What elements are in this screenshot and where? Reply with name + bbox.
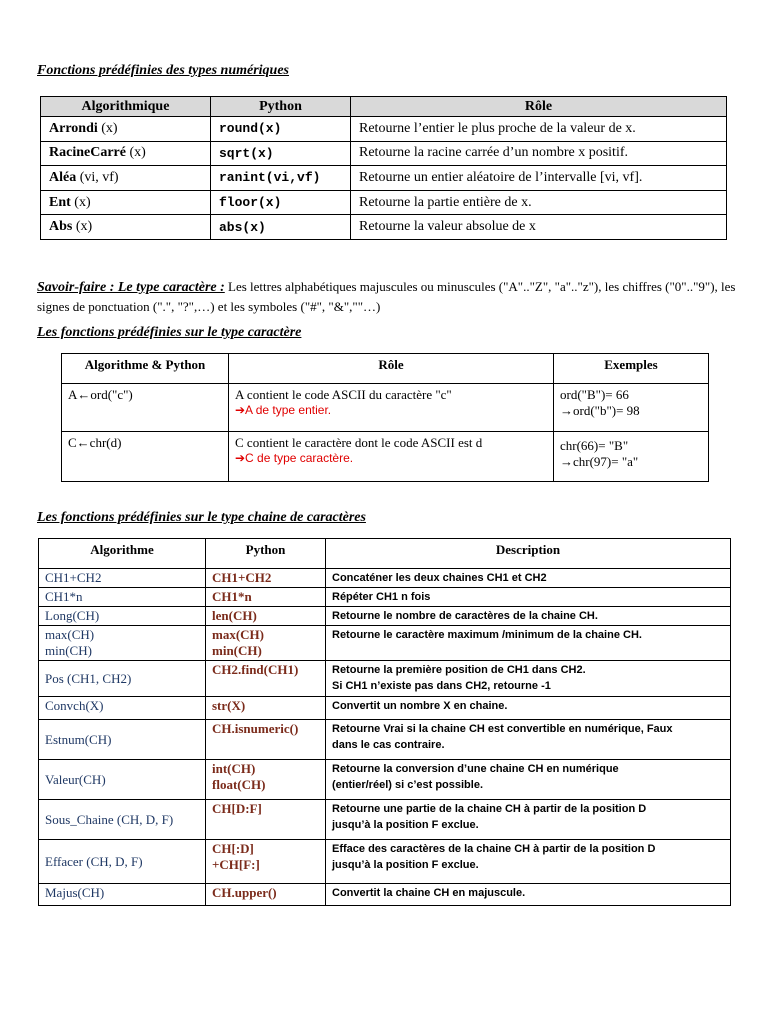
table-row [39, 800, 731, 840]
description-line: Retourne le nombre de caractères de la chaine CH. [332, 610, 598, 622]
table-row [41, 190, 727, 215]
alg-line: CH1*n [45, 589, 83, 604]
python-cell [206, 588, 326, 607]
table-row [62, 384, 709, 432]
savoir-faire-text: Les lettres alphabétiques majuscules ou minuscules ("A".."Z", "a".."z"), les chiffres ("0".."9"), les signes de ponctuation (".", "?",…) et les symboles ("#", "&",""…) [37, 279, 736, 314]
alg-args: (x) [70, 194, 91, 210]
role-cell [229, 432, 554, 482]
table-row [39, 588, 731, 607]
python-line: int(CH) [212, 761, 256, 776]
python-line: min(CH) [212, 643, 262, 658]
description-line: jusqu’à la position F exclue. [332, 859, 479, 871]
alg-args: (x) [72, 219, 93, 235]
alg-line: Valeur(CH) [45, 771, 106, 787]
section1-title: Fonctions prédéfinies des types numériques [37, 63, 290, 78]
description-cell [326, 840, 731, 884]
examples-cell [554, 384, 709, 432]
table-header-row [41, 97, 727, 117]
alg-cell [41, 215, 211, 240]
description-line: Retourne la première position de CH1 dans CH2. [332, 664, 586, 676]
python-cell [206, 720, 326, 760]
alg-name: RacineCarré [49, 145, 126, 161]
python-line: max(CH) [212, 627, 264, 642]
description-cell [326, 626, 731, 661]
column-header: Python [211, 97, 351, 117]
table-row [39, 626, 731, 661]
numeric-functions-table [40, 96, 727, 240]
table-row [39, 661, 731, 697]
python-line: CH.upper() [212, 885, 277, 900]
alg-args: (x) [125, 145, 146, 161]
description-cell [326, 569, 731, 588]
python-line: CH[D:F] [212, 801, 262, 816]
alg-name: Aléa [49, 169, 77, 185]
description-line: Retourne la conversion d’une chaine CH en numérique [332, 763, 619, 775]
description-line: Si CH1 n’existe pas dans CH2, retourne -1 [332, 680, 551, 692]
description-line: Répéter CH1 n fois [332, 591, 431, 603]
description-line: (entier/réel) si c’est possible. [332, 779, 484, 791]
table-row [39, 607, 731, 626]
python-cell [206, 607, 326, 626]
alg-name: Arrondi [49, 120, 98, 136]
role-type: ➔C de type caractère. [235, 451, 354, 465]
alg-args: (x) [97, 120, 118, 136]
alg-cell: A←ord("c") [62, 384, 229, 432]
column-header: Rôle [229, 354, 554, 384]
alg-cell [39, 588, 206, 607]
description-line: Convertit la chaine CH en majuscule. [332, 887, 526, 899]
python-cell: floor(x) [211, 190, 351, 215]
table-header-row [39, 539, 731, 569]
alg-cell [41, 190, 211, 215]
description-line: jusqu’à la position F exclue. [332, 819, 479, 831]
column-header: Exemples [554, 354, 709, 384]
python-cell [206, 697, 326, 720]
alg-line: Majus(CH) [45, 885, 105, 900]
python-line: CH.isnumeric() [212, 721, 299, 736]
python-cell [206, 800, 326, 840]
role-type: ➔A de type entier. [235, 403, 332, 417]
column-header: Algorithme & Python [62, 354, 229, 384]
python-cell: sqrt(x) [211, 141, 351, 166]
alg-args: (vi, vf) [76, 169, 119, 185]
role-text: A contient le code ASCII du caractère "c" [235, 387, 452, 402]
table-row [39, 760, 731, 800]
alg-cell [41, 166, 211, 191]
table-row [41, 215, 727, 240]
alg-line: Pos (CH1, CH2) [45, 670, 132, 686]
alg-line: Sous_Chaine (CH, D, F) [45, 811, 174, 827]
description-line: Convertit un nombre X en chaine. [332, 700, 508, 712]
role-cell: Retourne l’entier le plus proche de la valeur de x. [351, 117, 727, 142]
alg-line: CH1+CH2 [45, 570, 102, 585]
alg-cell [39, 720, 206, 760]
alg-cell [39, 607, 206, 626]
column-header: Python [206, 539, 326, 569]
table-row [41, 141, 727, 166]
python-cell [206, 661, 326, 697]
column-header: Rôle [351, 97, 727, 117]
column-header: Algorithme [39, 539, 206, 569]
python-cell: round(x) [211, 117, 351, 142]
description-line: dans le cas contraire. [332, 739, 445, 751]
char-functions-table [61, 353, 709, 482]
table-row [39, 720, 731, 760]
description-line: Concaténer les deux chaines CH1 et CH2 [332, 572, 547, 584]
alg-cell: C←chr(d) [62, 432, 229, 482]
python-line: +CH[F:] [212, 857, 260, 872]
section2-title: Les fonctions prédéfinies sur le type caractère [37, 325, 302, 340]
example-line: →chr(97)= "a" [560, 454, 639, 469]
alg-cell [39, 760, 206, 800]
description-cell [326, 760, 731, 800]
description-cell [326, 607, 731, 626]
alg-line: max(CH) [45, 627, 95, 642]
alg-line: Long(CH) [45, 608, 100, 623]
alg-line: Convch(X) [45, 698, 104, 713]
table-row [39, 569, 731, 588]
python-line: CH2.find(CH1) [212, 662, 299, 677]
alg-line: Estnum(CH) [45, 731, 112, 747]
table-row [39, 884, 731, 906]
table-row [39, 840, 731, 884]
savoir-faire-paragraph [37, 277, 737, 316]
alg-name: Ent [49, 194, 71, 210]
description-line: Retourne une partie de la chaine CH à partir de la position D [332, 803, 647, 815]
python-cell [206, 760, 326, 800]
table-row [41, 117, 727, 142]
python-cell [206, 840, 326, 884]
alg-cell [39, 697, 206, 720]
role-cell: Retourne la valeur absolue de x [351, 215, 727, 240]
savoir-faire-label: Savoir-faire : Le type caractère : [37, 280, 225, 295]
description-cell [326, 884, 731, 906]
examples-cell [554, 432, 709, 482]
alg-cell [39, 840, 206, 884]
description-cell [326, 588, 731, 607]
role-cell: Retourne la partie entière de x. [351, 190, 727, 215]
python-line: len(CH) [212, 608, 257, 623]
table-row [62, 432, 709, 482]
description-cell [326, 661, 731, 697]
column-header: Algorithmique [41, 97, 211, 117]
description-line: Efface des caractères de la chaine CH à partir de la position D [332, 843, 656, 855]
description-line: Retourne le caractère maximum /minimum de la chaine CH. [332, 629, 642, 641]
description-cell [326, 720, 731, 760]
column-header: Description [326, 539, 731, 569]
alg-name: Abs [49, 219, 73, 235]
table-row [41, 166, 727, 191]
python-line: CH[:D] [212, 841, 254, 856]
role-cell: Retourne la racine carrée d’un nombre x positif. [351, 141, 727, 166]
alg-line: Effacer (CH, D, F) [45, 853, 143, 869]
example-line: ord("B")= 66 [560, 387, 629, 402]
python-line: CH1*n [212, 589, 252, 604]
python-cell [206, 626, 326, 661]
python-line: CH1+CH2 [212, 570, 272, 585]
python-line: str(X) [212, 698, 246, 713]
alg-cell [39, 800, 206, 840]
role-cell: Retourne un entier aléatoire de l’intervalle [vi, vf]. [351, 166, 727, 191]
python-cell [206, 569, 326, 588]
alg-cell [41, 141, 211, 166]
role-cell [229, 384, 554, 432]
python-line: float(CH) [212, 777, 266, 792]
example-line: →ord("b")= 98 [560, 403, 640, 418]
string-functions-table [38, 538, 731, 906]
example-line: chr(66)= "B" [560, 438, 629, 453]
section3-title: Les fonctions prédéfinies sur le type chaine de caractères [37, 510, 366, 525]
table-header-row [62, 354, 709, 384]
role-text: C contient le caractère dont le code ASCII est d [235, 435, 483, 450]
python-cell: abs(x) [211, 215, 351, 240]
table-row [39, 697, 731, 720]
alg-cell [41, 117, 211, 142]
alg-line: min(CH) [45, 643, 92, 658]
description-cell [326, 697, 731, 720]
description-cell [326, 800, 731, 840]
python-cell [206, 884, 326, 906]
alg-cell [39, 626, 206, 661]
description-line: Retourne Vrai si la chaine CH est convertible en numérique, Faux [332, 723, 673, 735]
alg-cell [39, 569, 206, 588]
python-cell: ranint(vi,vf) [211, 166, 351, 191]
alg-cell [39, 884, 206, 906]
alg-cell [39, 661, 206, 697]
